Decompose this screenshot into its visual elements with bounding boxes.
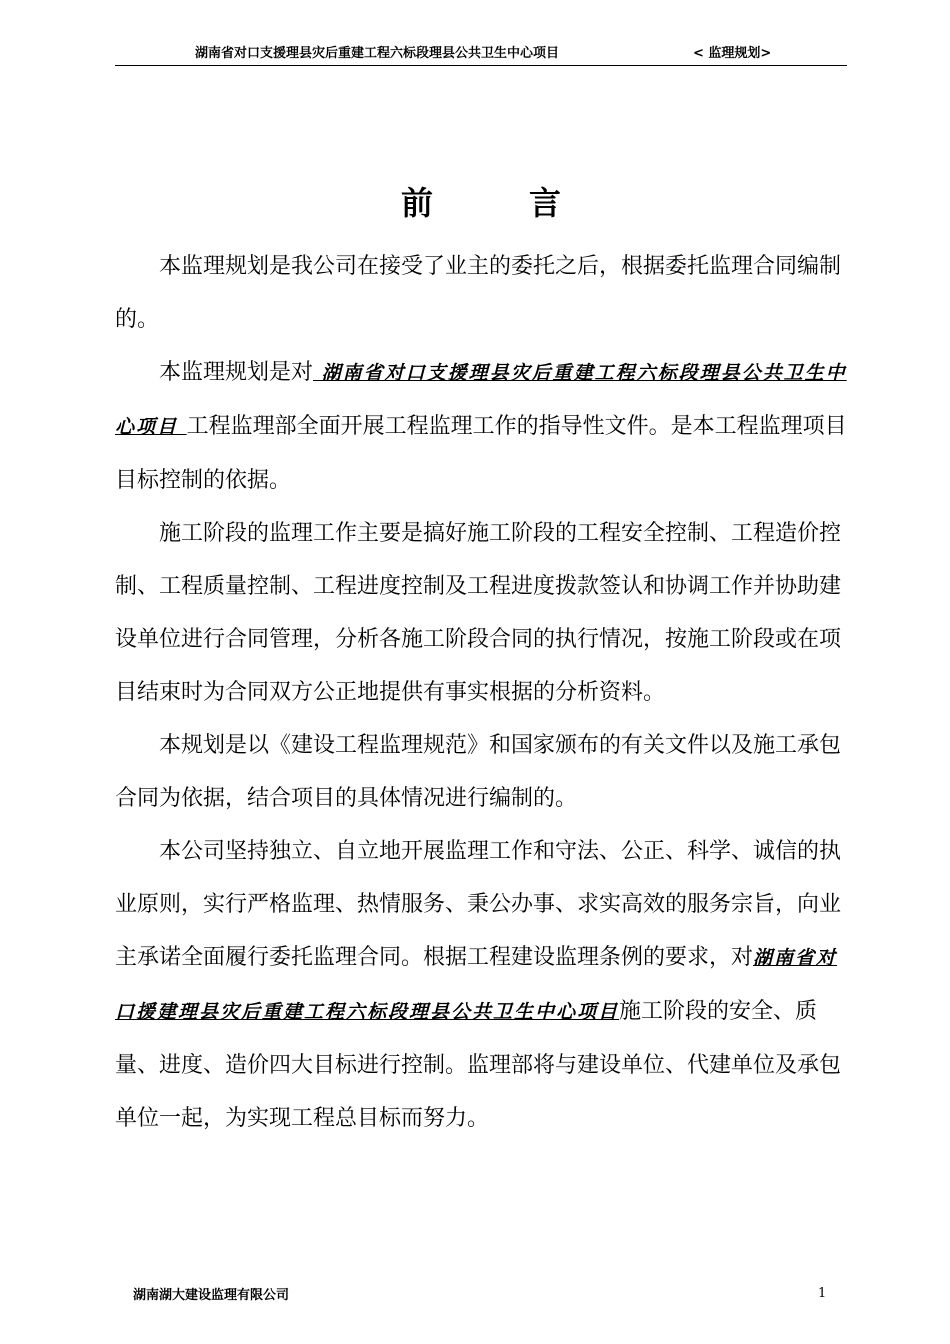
project-name-underlined-2: 湖南省对口援建理县灾后重建工程六标段理县公共卫生中心项目 [115, 947, 838, 1023]
paragraph-1: 本监理规划是我公司在接受了业主的委托之后，根据委托监理合同编制的。 [115, 254, 842, 332]
paragraph-4: 本规划是以《建设工程监理规范》和国家颁布的有关文件以及施工承包合同为依据，结合项目的具体情况进行编制的。 [115, 733, 842, 811]
footer-company-name: 湖南湖大建设监理有限公司 [133, 1288, 290, 1303]
page-title: 前言 [400, 184, 657, 222]
header-project-title: 湖南省对口支援理县灾后重建工程六标段理县公共卫生中心项目 [195, 46, 560, 61]
preface-body [115, 240, 847, 1145]
paragraph-3: 施工阶段的监理工作主要是搞好施工阶段的工程安全控制、工程造价控制、工程质量控制、工程进度控制及工程进度拨款签认和协调工作并协助建设单位进行合同管理，分析各施工阶段合同的执行情况，按施工阶段或在项目结束时为合同双方公正地提供有事实根据的分析资料。 [115, 521, 842, 705]
header-document-type: < 监理规划> [693, 46, 772, 61]
paragraph-2-lead: 本监理规划是对 [159, 360, 314, 385]
header-rule [115, 65, 847, 66]
paragraph-5-lead: 本公司坚持独立、自立地开展监理工作和守法、公正、科学、诚信的执业原则，实行严格监理、热情服务、秉公办事、求实高效的服务宗旨，向业主承诺全面履行委托监理合同。根据工程建设监理条例的要求，对 [115, 839, 842, 970]
page-number: 1 [818, 1286, 827, 1301]
project-name-underlined: 湖南省对口支援理县灾后重建工程六标段理县公共卫生中心项目 [115, 362, 847, 438]
paragraph-5-tail: 施工阶段的安全、质量、进度、造价四大目标进行控制。监理部将与建设单位、代建单位及承包单位一起，为实现工程总目标而努力。 [115, 999, 842, 1131]
page-header [115, 44, 847, 64]
paragraph-2-tail: 工程监理部全面开展工程监理工作的指导性文件。是本工程监理项目目标控制的依据。 [115, 414, 847, 493]
paragraph-2 [115, 346, 847, 507]
paragraph-5 [115, 825, 847, 1145]
